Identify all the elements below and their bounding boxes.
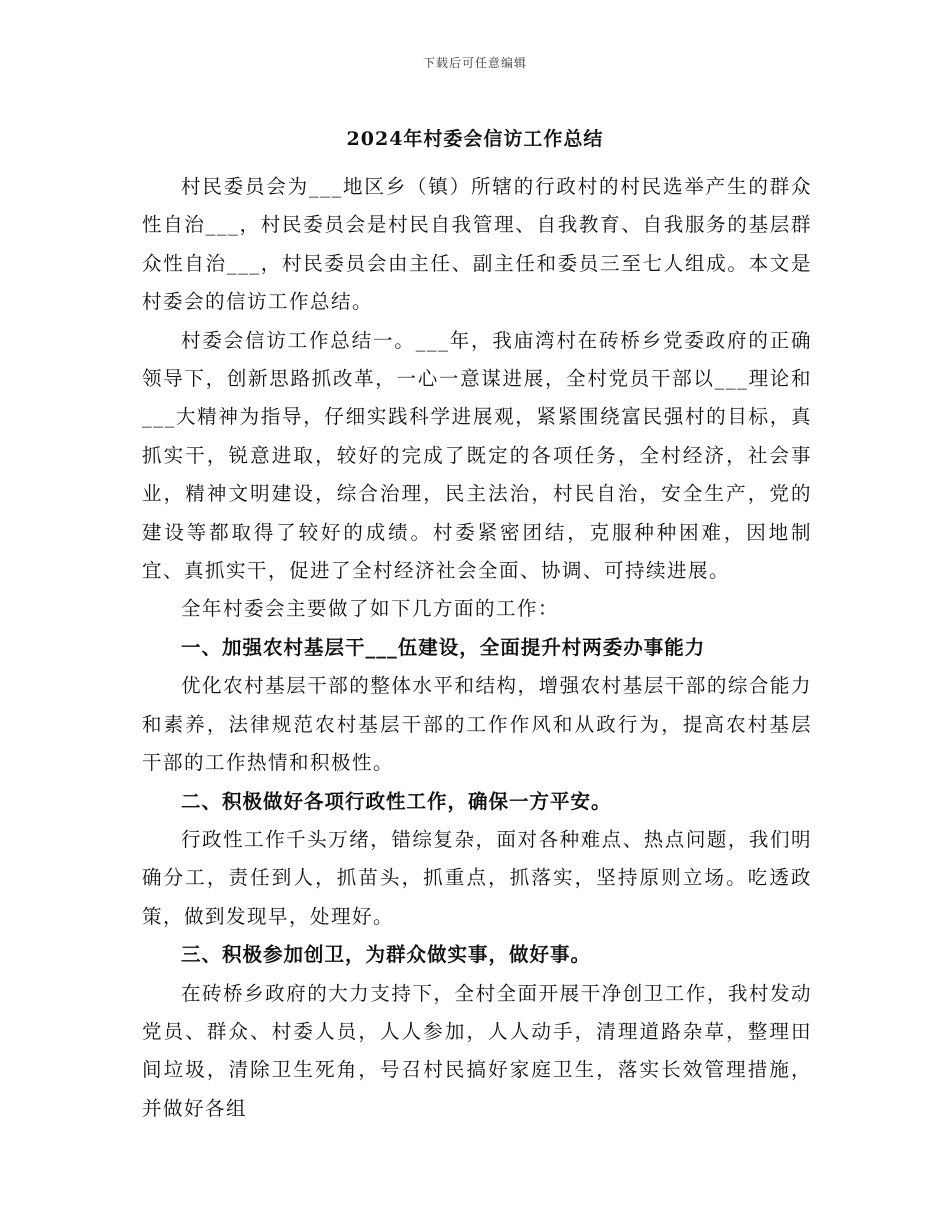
document-title: 2024年村委会信访工作总结 (346, 128, 604, 150)
header-note: 下载后可任意编辑 (422, 56, 527, 70)
section-heading-1: 一、加强农村基层干___伍建设，全面提升村两委办事能力 (181, 635, 706, 659)
paragraph-work-overview: 全年村委会主要做了如下几方面的工作： (181, 597, 560, 621)
paragraph-section-3: 在砖桥乡政府的大力支持下，全村全面开展干净创卫工作，我村发动党员、群众、村委人员，人人参加，人人动手，清理道路杂草，整理田间垃圾，清除卫生死角，号召村民搞好家庭卫生，落实长效管理措施，并做好各组 (142, 981, 812, 1120)
section-heading-3: 三、积极参加创卫，为群众做实事，做好事。 (181, 943, 592, 967)
paragraph-section-2: 行政性工作千头万绪，错综复杂，面对各种难点、热点问题，我们明确分工，责任到人，抓苗头，抓重点，抓落实，坚持原则立场。吃透政策，做到发现早，处理好。 (142, 827, 812, 928)
document-body (142, 168, 812, 1128)
paragraph-intro: 村民委员会为___地区乡（镇）所辖的行政村的村民选举产生的群众性自治___，村民委员会是村民自我管理、自我教育、自我服务的基层群众性自治___，村民委员会由主任、副主任和委员三至七人组成。本文是村委会的信访工作总结。 (142, 175, 812, 314)
paragraph-section-1: 优化农村基层干部的整体水平和结构，增强农村基层干部的综合能力和素养，法律规范农村基层干部的工作作风和从政行为，提高农村基层干部的工作热情和积极性。 (142, 674, 812, 775)
paragraph-summary-one: 村委会信访工作总结一。___年，我庙湾村在砖桥乡党委政府的正确领导下，创新思路抓改革，一心一意谋进展，全村党员干部以___理论和___大精神为指导，仔细实践科学进展观，紧紧围绕富民强村的目标，真抓实干，锐意进取，较好的完成了既定的各项任务，全村经济，社会事业，精神文明建设，综合治理，民主法治，村民自治，安全生产，党的建设等都取得了较好的成绩。村委紧密团结，克服种种困难，因地制宜、真抓实干，促进了全村经济社会全面、协调、可持续进展。 (142, 328, 812, 583)
section-heading-2: 二、积极做好各项行政性工作，确保一方平安。 (181, 789, 612, 813)
